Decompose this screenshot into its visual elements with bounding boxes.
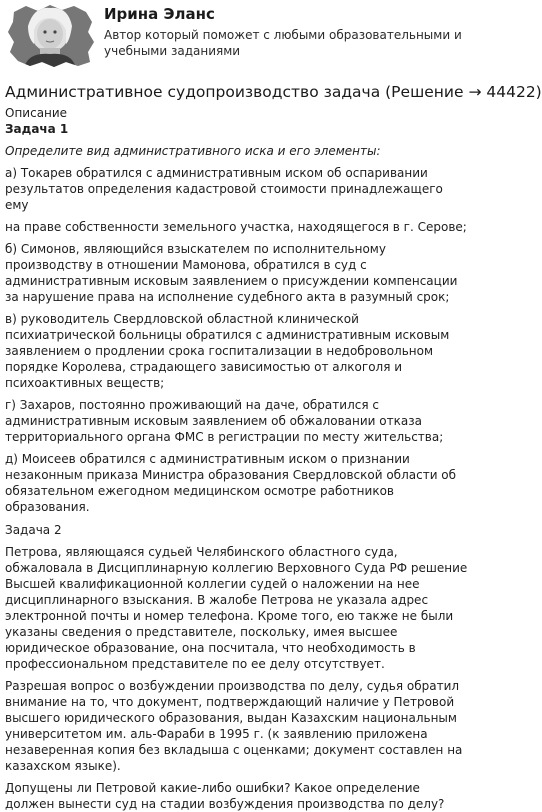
task1-paragraph: а) Токарев обратился с административным иском об оспаривании результатов определения кадастровой стоимости принадлежащего ему: [5, 166, 443, 212]
task1-paragraph: г) Захаров, постоянно проживающий на даче, обратился с административным исковым заявлением об обжаловании отказа территориального органа ФМС в регистрации по месту жительства;: [5, 398, 444, 444]
article-content: [0, 83, 542, 812]
task1-paragraph: б) Симонов, являющийся взыскателем по исполнительному производству в отношении Мамонова, обратился в суд с административным исковым заявлением о присуждении компенсации за нарушение права на исполнение судебного акта в разумный срок;: [5, 242, 458, 304]
task1-paragraph: в) руководитель Свердловской областной клинической психиатрической больницы обратился с административным исковым заявлением о продлении срока госпитализации в недобровольном порядке Королева, страдающего зависимостью от алкоголя и психоактивных веществ;: [5, 312, 450, 390]
task1-prompt: Определите вид административного иска и его элементы:: [5, 144, 381, 158]
task1-heading: Задача 1: [5, 122, 69, 136]
author-header: [0, 0, 474, 78]
author-avatar: [4, 4, 96, 68]
description-label: Описание: [5, 106, 68, 120]
task2-paragraph: Петрова, являющаяся судьей Челябинского областного суда, обжаловала в Дисциплинарную коллегию Верховного Суда РФ решение Высшей квалификационной коллегии судей о наложении на нее дисциплинарного взыскания. В жалобе Петрова не указала адрес электронной почты и номер телефона. Кроме того, ею также не были указаны сведения о представителе, поскольку, имея высшее юридическое образование, она посчитала, что необходимость в профессиональном представителе по ее делу отсутствует.: [5, 545, 468, 671]
author-description: Автор который поможет с любыми образовательными и учебными заданиями: [104, 28, 462, 58]
task1-paragraph: на праве собственности земельного участка, находящегося в г. Серове;: [5, 220, 467, 234]
task2-paragraph: Допущены ли Петровой какие-либо ошибки? Какое определение должен вынести суд на стадии возбуждения производства по делу?: [5, 781, 445, 811]
task2-heading: Задача 2: [5, 523, 62, 537]
author-name[interactable]: Ирина Эланс: [104, 5, 215, 23]
task1-paragraph: д) Моисеев обратился с административным иском о признании незаконным приказа Министра образования Свердловской области об обязательном ежегодном медицинском осмотре работников образования.: [5, 452, 457, 514]
page-title: Административное судопроизводство задача (Решение → 44422): [5, 83, 542, 101]
task2-paragraph: Разрешая вопрос о возбуждении производства по делу, судья обратил внимание на то, что документ, подтверждающий наличие у Петровой высшего юридического образования, выдан Казахским национальным университетом им. аль-Фараби в 1995 г. (к заявлению приложена незаверенная копия без вкладыша с оценками; документ составлен на казахском языке).: [5, 679, 463, 773]
